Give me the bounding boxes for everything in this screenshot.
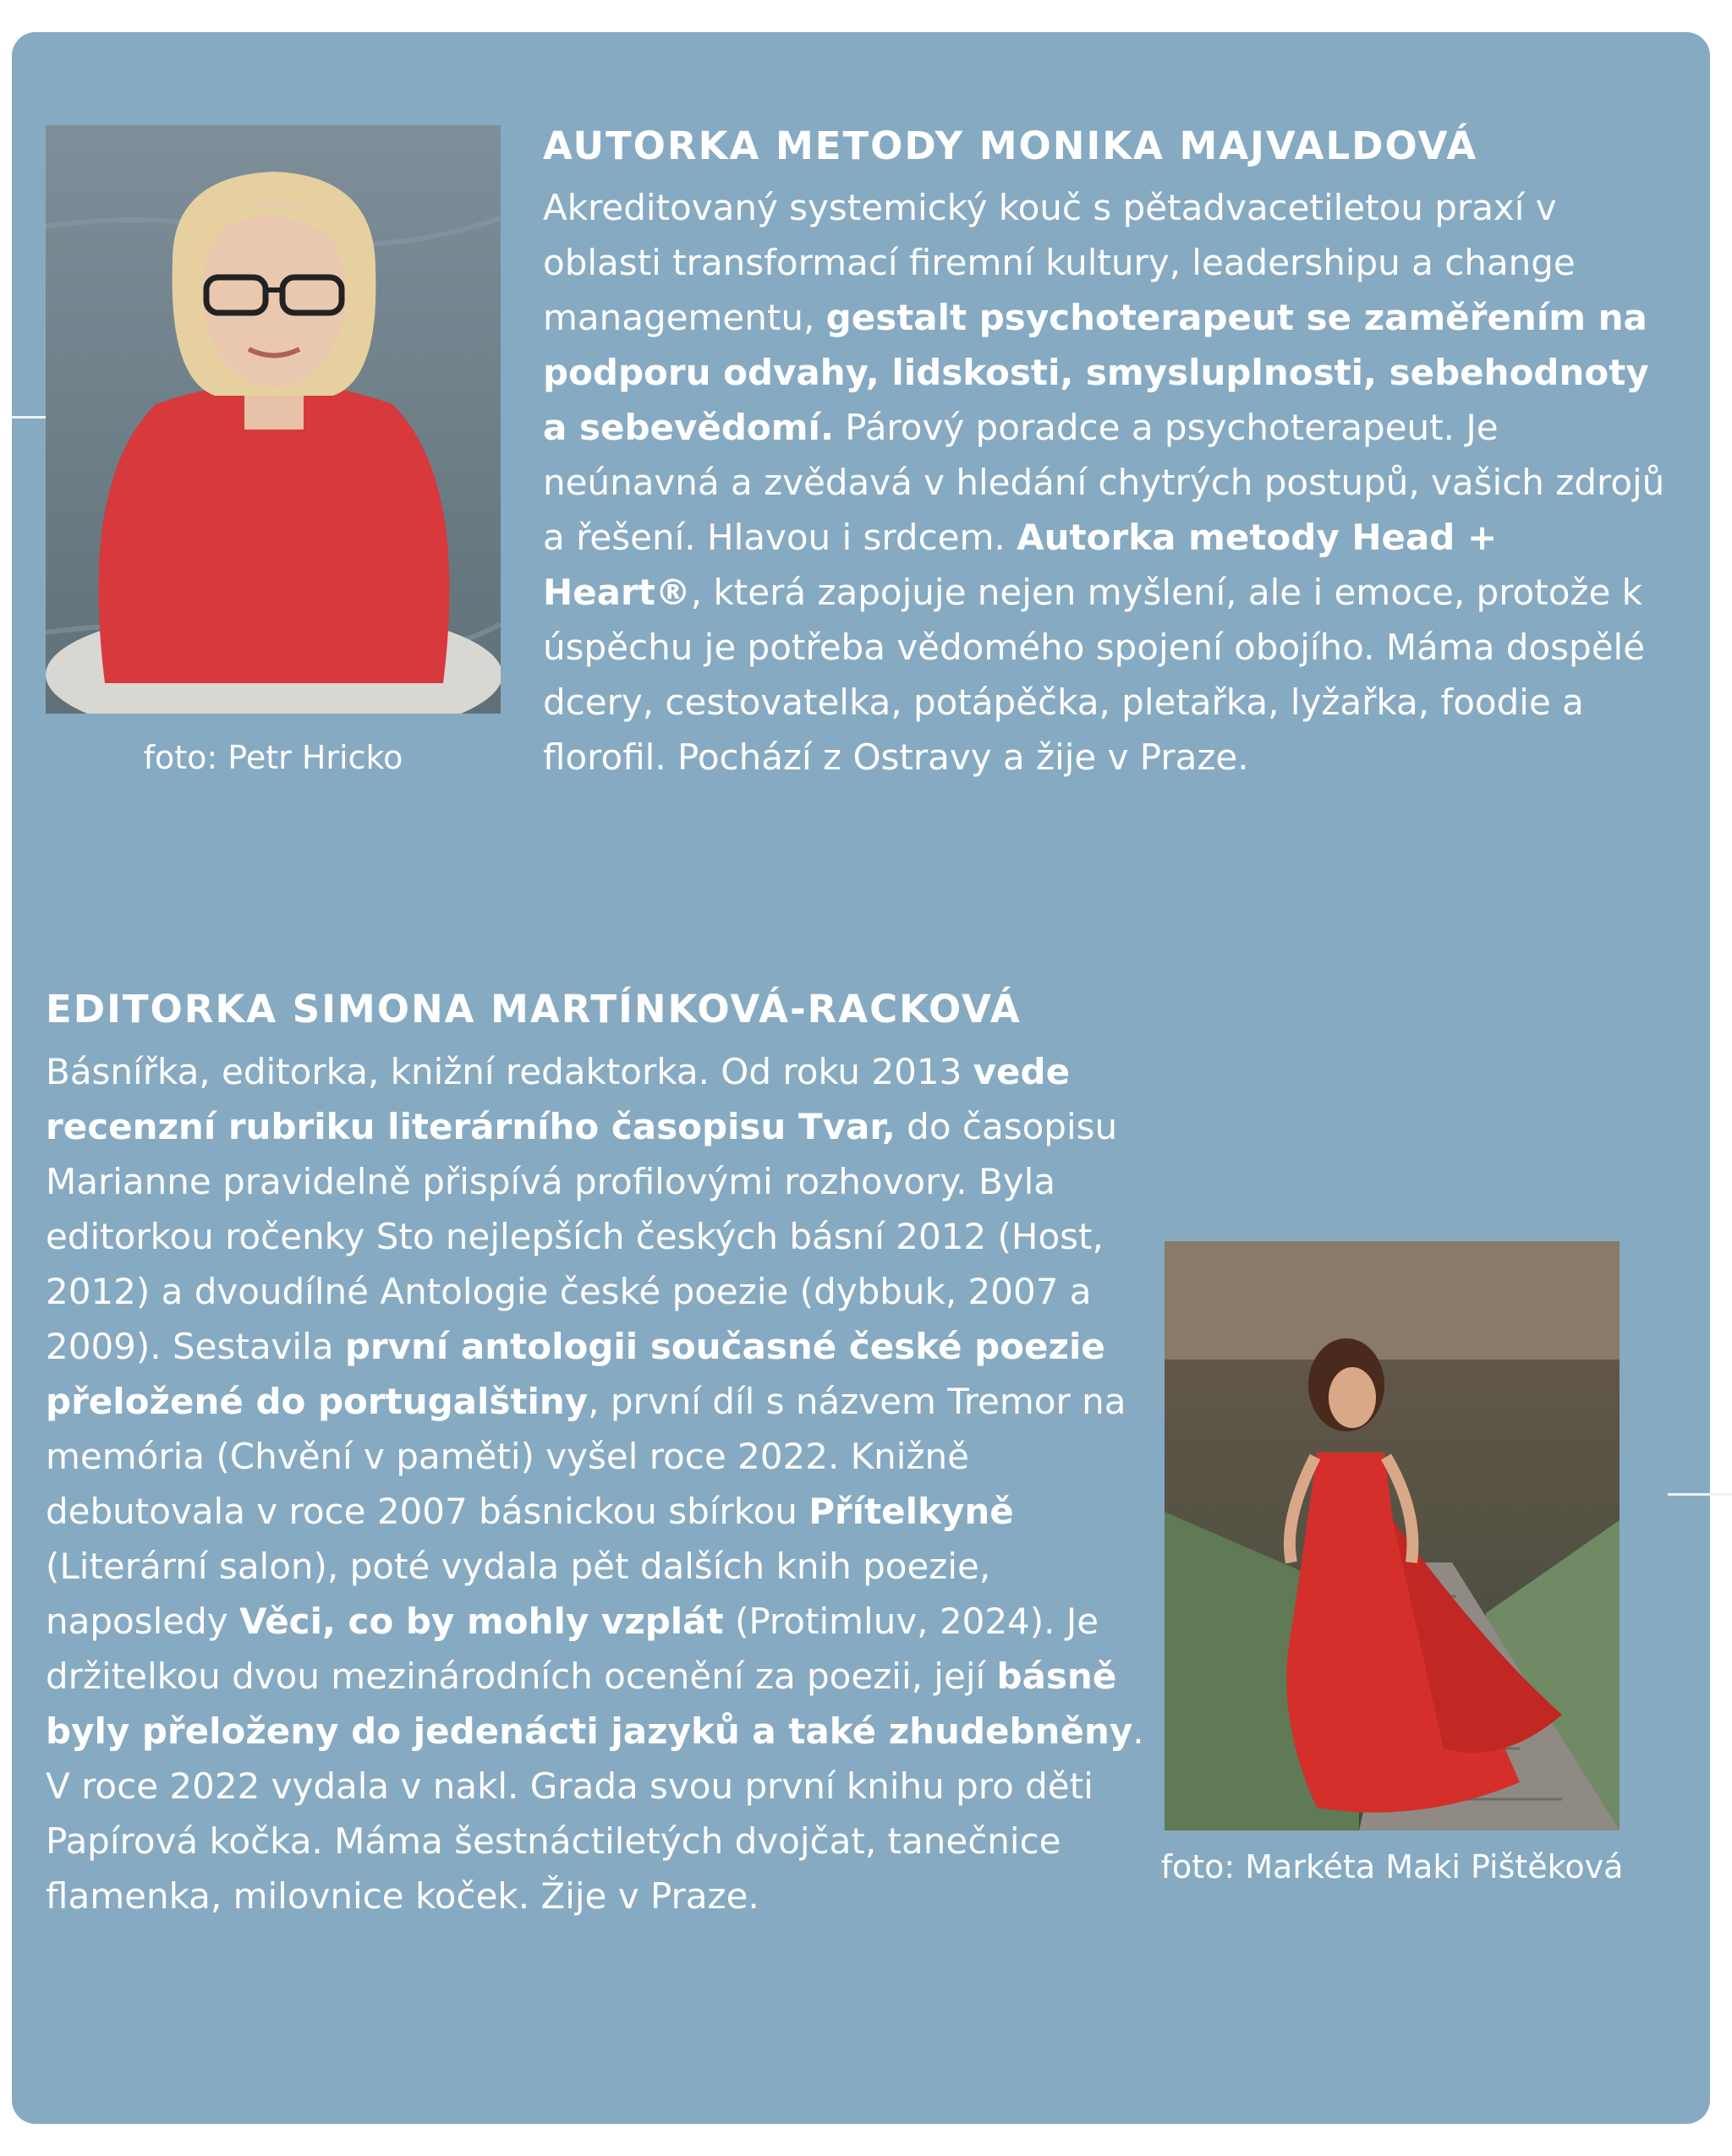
bio-text: Akreditovaný systemický kouč s pětadvacetiletou praxí v oblasti transformací firemní kultury, leadershipu a change managementu, — [543, 187, 1576, 338]
bio-emphasis: první antologii současné české poezie přeložené do portugalštiny — [46, 1326, 1105, 1422]
portrait-woman-red-sweater-icon — [46, 125, 501, 714]
monika-photo-caption: foto: Petr Hricko — [143, 739, 403, 776]
simona-photo-caption: foto: Markéta Maki Pištěková — [1160, 1848, 1624, 1885]
bio-emphasis: Věci, co by mohly vzplát — [238, 1601, 724, 1642]
bio-emphasis: vede recenzní rubriku literárního časopisu Tvar, — [46, 1051, 1071, 1147]
bio-emphasis: Autorka metody Head + Heart® — [543, 517, 1498, 613]
bio-text: . V roce 2022 vydala v nakl. Grada svou první knihu pro děti Papírová kočka. Máma šestnáctiletých dvojčat, tanečnice flamenka, milovnice koček. Žije v Praze. — [46, 1710, 1144, 1917]
bio-text: Básnířka, editorka, knižní redaktorka. Od roku 2013 — [46, 1051, 973, 1092]
bio-text: , která zapojuje nejen myšlení, ale i emoce, protože k úspěchu je potřeba vědomého spojení obojího. Máma dospělé dcery, cestovatelka, potápěčka, pletařka, lyžařka, foodie a florofil. Pochází z Ostravy a žije v Praze. — [543, 572, 1646, 778]
bio-emphasis: gestalt psychoterapeut se zaměřením na podporu odvahy, lidskosti, smysluplnosti, sebehodnoty a sebevědomí. — [543, 297, 1649, 448]
bio-emphasis: básně byly přeloženy do jedenácti jazyků a také zhudebněny — [46, 1655, 1133, 1752]
simona-portrait-photo — [1165, 1241, 1620, 1830]
simona-heading: EDITORKA SIMONA MARTÍNKOVÁ-RACKOVÁ — [46, 987, 1022, 1031]
divider-tick-left — [12, 416, 46, 419]
bio-text: Párový poradce a psychoterapeut. Je neúnavná a zvědavá v hledání chytrých postupů, vašich zdrojů a řešení. Hlavou i srdcem. — [543, 407, 1665, 558]
monika-bio — [543, 180, 1668, 785]
bio-text: , první díl s názvem Tremor na memória (Chvění v paměti) vyšel roce 2022. Knižně debutovala v roce 2007 básnickou sbírkou — [46, 1381, 1126, 1532]
portrait-woman-red-dress-bridge-icon — [1165, 1241, 1620, 1830]
divider-tick-right — [1668, 1493, 1732, 1496]
simona-bio — [46, 1044, 1145, 1923]
monika-heading: AUTORKA METODY MONIKA MAJVALDOVÁ — [543, 123, 1478, 168]
bio-text: (Protimluv, 2024). Je držitelkou dvou mezinárodních ocenění za poezii, její — [46, 1601, 1099, 1697]
monika-portrait-photo — [46, 125, 501, 714]
bio-text: (Literární salon), poté vydala pět dalších knih poezie, naposledy — [46, 1546, 991, 1642]
bio-emphasis: Přítelkyně — [808, 1491, 1014, 1532]
bio-text: do časopisu Marianne pravidelně přispívá profilovými rozhovory. Byla editorkou ročenky Sto nejlepších českých básní 2012 (Host, 2012) a dvoudílné Antologie české poezie (dybbuk, 2007 a 2009). Sestavila — [46, 1106, 1118, 1367]
